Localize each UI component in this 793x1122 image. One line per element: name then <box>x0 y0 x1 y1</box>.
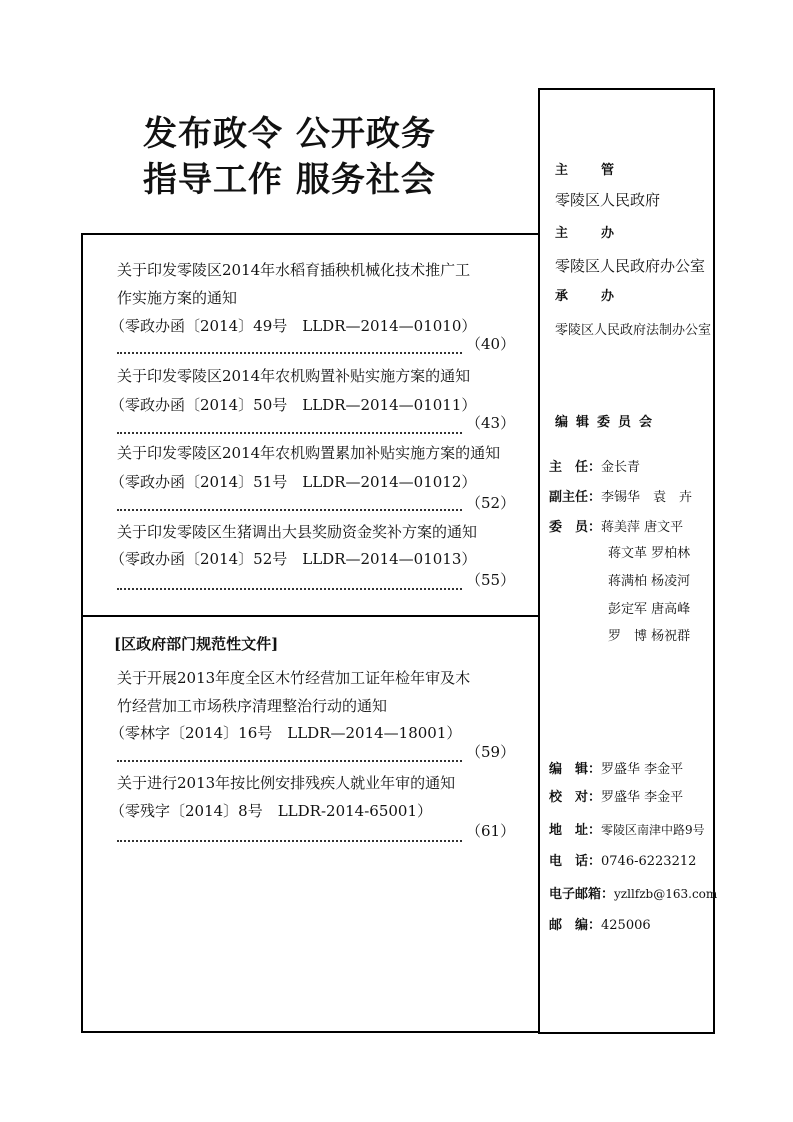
member-names: 蒋文革 罗柏林 <box>608 546 691 561</box>
member-names: 彭定军 唐高峰 <box>608 602 691 617</box>
deputy-value: 李锡华 袁 卉 <box>601 490 693 505</box>
toc-leader-dots <box>117 570 462 590</box>
address-row <box>549 820 705 841</box>
toc-title[interactable]: 关于印发零陵区生猪调出大县奖励资金奖补方案的通知 <box>117 523 478 541</box>
supervisor-value: 零陵区人民政府 <box>555 191 661 209</box>
toc-leader-dots <box>117 414 462 434</box>
toc-leader-dots <box>117 742 462 762</box>
address-value: 零陵区南津中路9号 <box>601 823 705 837</box>
postcode-value: 425006 <box>601 918 651 933</box>
toc-page-number[interactable]: （61） <box>466 822 516 840</box>
phone-label: 电 话： <box>549 854 602 869</box>
toc-doc-number: （零政办函〔2014〕52号 LLDR—2014—01013） <box>110 550 477 568</box>
toc-title[interactable]: 关于印发零陵区2014年农机购置补贴实施方案的通知 <box>117 367 471 385</box>
toc-title[interactable]: 作实施方案的通知 <box>117 289 238 307</box>
deputy-row <box>549 488 692 508</box>
sponsor-value: 零陵区人民政府办公室 <box>555 257 706 275</box>
toc-doc-number: （零政办函〔2014〕51号 LLDR—2014—01012） <box>110 473 477 491</box>
toc-page-number[interactable]: （59） <box>466 743 516 761</box>
email-label: 电子邮箱： <box>549 887 615 902</box>
email-value[interactable]: yzllfzb@163.com <box>614 887 718 901</box>
proofreader-row <box>549 788 683 808</box>
toc-leader-dots <box>117 822 462 842</box>
toc-doc-number: （零林字〔2014〕16号 LLDR—2014—18001） <box>110 724 462 742</box>
proofreader-label: 校 对： <box>549 790 602 805</box>
editor-value: 罗盛华 李金平 <box>601 762 684 777</box>
organizer-label: 承 办 <box>555 289 625 304</box>
phone-value: 0746-6223212 <box>601 854 697 869</box>
members-label: 委 员： <box>549 520 602 535</box>
email-row <box>549 884 717 905</box>
toc-doc-number: （零残字〔2014〕8号 LLDR-2014-65001） <box>110 802 432 820</box>
toc-title[interactable]: 关于印发零陵区2014年水稻育插秧机械化技术推广工 <box>117 261 471 279</box>
phone-row <box>549 852 696 872</box>
toc-divider <box>81 615 539 617</box>
postcode-label: 邮 编： <box>549 918 602 933</box>
address-label: 地 址： <box>549 823 602 838</box>
toc-title[interactable]: 关于印发零陵区2014年农机购置累加补贴实施方案的通知 <box>117 444 501 462</box>
editor-row <box>549 760 683 780</box>
director-value: 金长青 <box>601 460 641 475</box>
deputy-label: 副主任： <box>549 490 602 505</box>
sponsor-label: 主 办 <box>555 226 625 241</box>
toc-page-number[interactable]: （52） <box>466 494 516 512</box>
supervisor-label: 主 管 <box>555 163 625 178</box>
toc-page-number[interactable]: （40） <box>466 335 516 353</box>
toc-leader-dots <box>117 491 462 511</box>
proofreader-value: 罗盛华 李金平 <box>601 790 684 805</box>
toc-title[interactable]: 关于进行2013年按比例安排残疾人就业年审的通知 <box>117 774 456 792</box>
member-names: 蒋满柏 杨凌河 <box>608 574 691 589</box>
toc-title[interactable]: 竹经营加工市场秩序清理整治行动的通知 <box>117 697 388 715</box>
toc-doc-number: （零政办函〔2014〕50号 LLDR—2014—01011） <box>110 396 477 414</box>
section-heading: [区政府部门规范性文件] <box>114 635 279 653</box>
toc-leader-dots <box>117 334 462 354</box>
director-label: 主 任： <box>549 460 602 475</box>
organizer-value: 零陵区人民政府法制办公室 <box>555 323 712 338</box>
slogan-line-2: 指导工作 服务社会 <box>143 160 436 200</box>
members-row <box>549 518 683 538</box>
member-names: 罗 博 杨祝群 <box>608 629 691 644</box>
postcode-row <box>549 916 651 936</box>
toc-page-number[interactable]: （43） <box>466 414 516 432</box>
director-row <box>549 458 640 478</box>
toc-doc-number: （零政办函〔2014〕49号 LLDR—2014—01010） <box>110 317 477 335</box>
member-names: 蒋美萍 唐文平 <box>601 520 684 535</box>
editor-label: 编 辑： <box>549 762 602 777</box>
toc-title[interactable]: 关于开展2013年度全区木竹经营加工证年检年审及木 <box>117 669 471 687</box>
editorial-board-title: 编辑委员会 <box>555 415 661 430</box>
toc-page-number[interactable]: （55） <box>466 571 516 589</box>
slogan-line-1: 发布政令 公开政务 <box>143 114 436 154</box>
